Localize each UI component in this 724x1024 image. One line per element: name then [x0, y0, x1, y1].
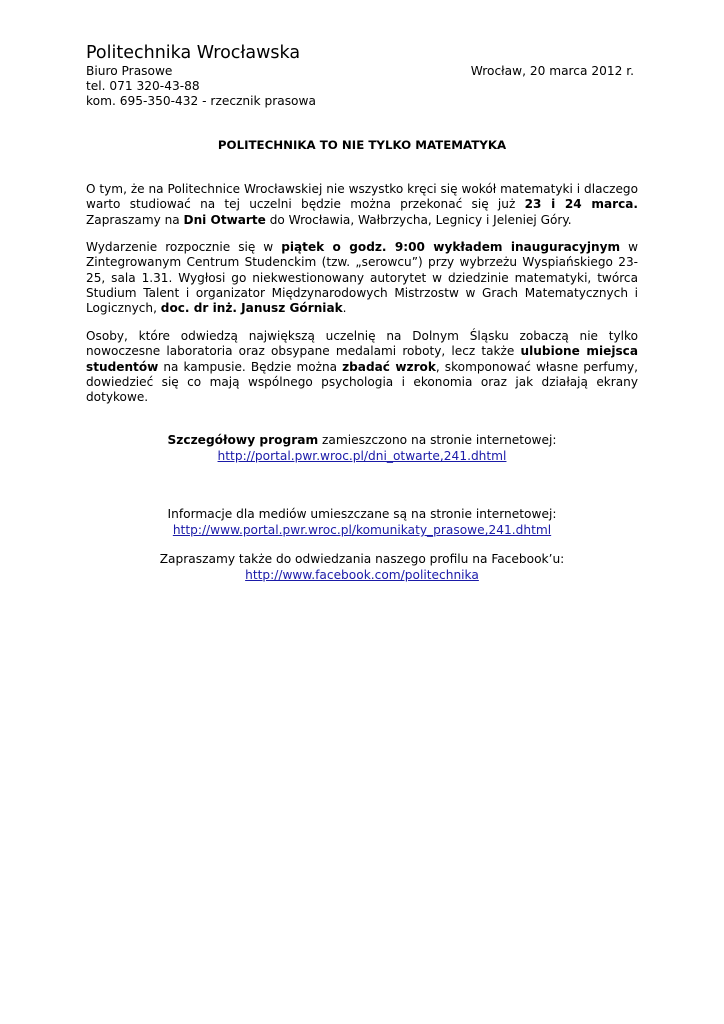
paragraph-text: Wydarzenie rozpocznie się w	[86, 240, 282, 254]
program-text: zamieszczono na stronie internetowej:	[318, 433, 557, 447]
favorite-places: ulubione miejsca studentów	[86, 344, 639, 374]
paragraph-text: O tym, że na Politechnice Wrocławskiej nie wszystko kręci się wokół matematyki i dlaczego warto studiować na tej uczelni będzie można przekonać się już	[86, 182, 638, 212]
paragraph-text: Zapraszamy na	[86, 212, 184, 227]
program-line	[86, 432, 638, 448]
facebook-info	[86, 551, 638, 583]
eye-test: zbadać wzrok	[342, 359, 436, 374]
paragraph-text: na kampusie. Będzie można	[158, 359, 343, 374]
program-bold: Szczegółowy program	[167, 433, 319, 447]
paragraph-text: do Wrocławia, Wałbrzycha, Legnicy i Jeleniej Góry.	[265, 212, 572, 227]
lecture-time: piątek o godz. 9:00 wykładem inauguracyjnym	[281, 240, 621, 254]
lecturer-name: doc. dr inż. Janusz Górniak	[160, 301, 343, 315]
contact-block	[86, 64, 316, 110]
media-info	[86, 506, 638, 538]
open-days-label: Dni Otwarte	[183, 212, 266, 227]
paragraph-text: w Zintegrowanym Centrum Studenckim (tzw. „serowcu”) przy wybrzeżu Wyspiańskiego 23-25, sala 1.31. Wygłosi go niekwestionowany autorytet w dziedzinie matematyki, twórca Studium Talent i organizator Międzynarodowych Mistrzostw w Grach Matematycznych i Logicznych,	[86, 240, 638, 315]
facebook-text: Zapraszamy także do odwiedzania naszego profilu na Facebook’u:	[159, 552, 565, 566]
paragraph-text: , skomponować własne perfumy, dowiedzieć się co mają wspólnego psychologia i ekonomia oraz jak działają ekrany dotykowe.	[86, 359, 638, 404]
dateline: Wrocław, 20 marca 2012 r.	[470, 64, 634, 78]
press-release-headline: POLITECHNIKA TO NIE TYLKO MATEMATYKA	[217, 138, 507, 152]
paragraph-lecture	[86, 240, 638, 316]
paragraph-text: Osoby, które odwiedzą największą uczelnię na Dolnym Śląsku zobaczą nie tylko nowoczesne laboratoria oraz obsypane medalami roboty, lecz także	[86, 329, 638, 359]
mobile-number: kom. 695-350-432 - rzecznik prasowa	[86, 94, 316, 109]
organization-title: Politechnika Wrocławska	[86, 43, 301, 63]
event-dates: 23 i 24 marca.	[524, 197, 638, 212]
press-office-label: Biuro Prasowe	[86, 64, 173, 78]
program-link[interactable]: http://portal.pwr.wroc.pl/dni_otwarte,241.dhtml	[217, 449, 507, 463]
media-text: Informacje dla mediów umieszczane są na stronie internetowej:	[167, 507, 557, 521]
media-link[interactable]: http://www.portal.pwr.wroc.pl/komunikaty_prasowe,241.dhtml	[172, 523, 552, 537]
paragraph-attractions	[86, 329, 638, 405]
program-info	[86, 432, 638, 464]
paragraph-text: .	[342, 301, 347, 315]
paragraph-intro	[86, 182, 638, 228]
phone-number: tel. 071 320-43-88	[86, 79, 200, 94]
facebook-link[interactable]: http://www.facebook.com/politechnika	[245, 568, 479, 582]
